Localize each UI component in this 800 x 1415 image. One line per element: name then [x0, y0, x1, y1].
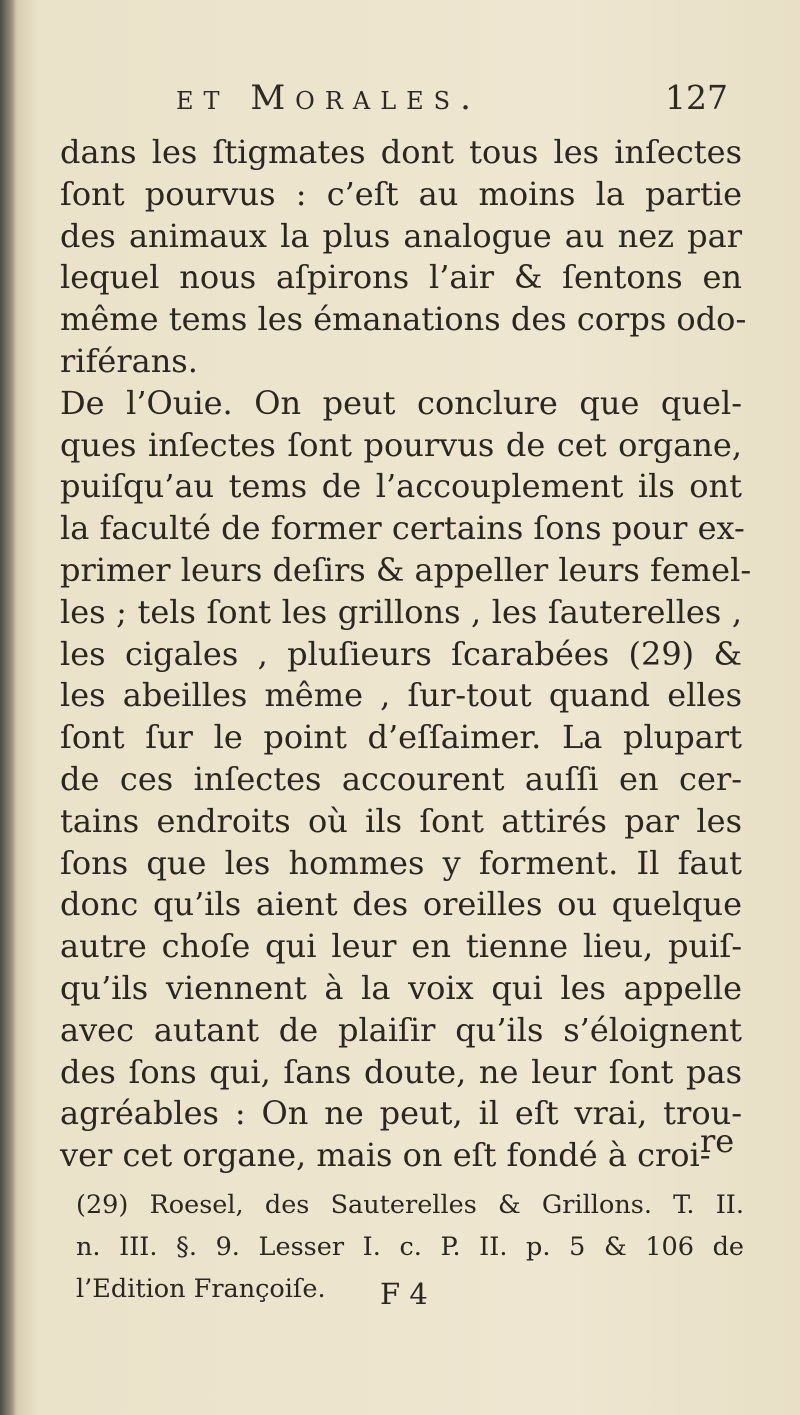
catchword: re [700, 1122, 735, 1160]
text-line: agréables : On ne peut, il eſt vrai, trou- [60, 1094, 742, 1133]
text-line: les abeilles même , ſur-tout quand elles [60, 676, 742, 715]
text-line: des ſons qui, ſans doute, ne leur ſont pas [60, 1052, 742, 1091]
text-line: des animaux la plus analogue au nez par [60, 216, 742, 255]
text-line: donc qu’ils aient des oreilles ou quelque [60, 885, 742, 924]
text-line: riférans. [60, 341, 198, 380]
text-line: avec autant de plaiſir qu’ils s’éloignent [60, 1010, 742, 1049]
text-line: autre choſe qui leur en tienne lieu, puiſ- [60, 927, 742, 966]
text-line: ſont pourvus : c’eſt au moins la partie [60, 174, 742, 213]
text-line: ſont ſur le point d’eſſaimer. La plupart [60, 718, 742, 757]
text-line: ver cet organe, mais on eſt fondé à croi- [60, 1136, 711, 1175]
page-binding-edge [0, 0, 16, 1415]
signature-mark: F 4 [380, 1277, 428, 1311]
text-line: puiſqu’au tems de l’accouplement ils ont [60, 467, 742, 506]
text-line: de ces inſectes accourent auſſi en cer- [60, 759, 742, 798]
page-header [176, 78, 728, 122]
text-line: ques inſectes ſont pourvus de cet organe, [60, 425, 742, 464]
text-line: primer leurs deſirs & appeller leurs femel- [60, 550, 752, 589]
text-line: dans les ſtigmates dont tous les inſectes [60, 133, 742, 171]
text-line: les cigales , pluſieurs ſcarabées (29) & [60, 634, 742, 673]
text-line: qu’ils viennent à la voix qui les appelle [60, 968, 742, 1007]
running-head: et Morales. [176, 78, 481, 118]
footnote-line: n. III. §. 9. Lesser I. c. P. II. p. 5 & 106 de [76, 1231, 744, 1262]
text-line: la faculté de former certains ſons pour ex- [60, 509, 745, 548]
text-line: lequel nous aſpirons l’air & ſentons en [60, 258, 742, 297]
text-line: même tems les émanations des corps odo- [60, 300, 747, 339]
text-line: ſons que les hommes y forment. Il faut [60, 843, 742, 882]
text-line: les ; tels ſont les grillons , les ſauterelles , [60, 592, 742, 631]
text-line: tains endroits où ils ſont attirés par les [60, 801, 742, 840]
footnote-line: (29) Roesel, des Sauterelles & Grillons. T. II. [76, 1190, 744, 1220]
text-line: De l’Ouie. On peut conclure que quel- [60, 383, 742, 422]
page-number: 127 [665, 78, 728, 117]
footnote-line: l’Edition Françoiſe. [76, 1273, 326, 1304]
body-text [60, 132, 752, 1177]
